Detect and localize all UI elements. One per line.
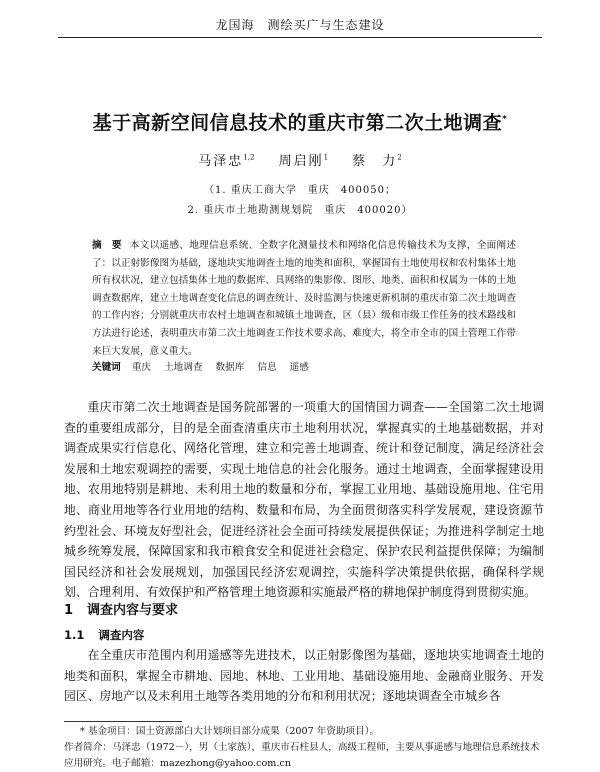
subsection-title: 调查内容 xyxy=(98,628,145,642)
author-list xyxy=(0,150,600,169)
title-text: 基于高新空间信息技术的重庆市第二次土地调查 xyxy=(92,112,503,134)
keyword: 数据库 xyxy=(215,362,245,373)
author-name: 蔡 力 xyxy=(352,154,398,169)
footnotes xyxy=(64,724,544,772)
header-rule xyxy=(58,37,542,38)
section-1-1-paragraph: 在全重庆市范围内利用遥感等先进技术，以正射影像图为基础，逐地块实地调查土地的地类和面积，掌握全市耕地、园地、林地、工业用地、基础设施用地、金融商业服务、开发园区、房地产以及未利用土地等各类用地的分布和利用状况；逐地块调查全市城乡各 xyxy=(64,648,544,704)
keyword: 遥感 xyxy=(289,362,309,373)
affiliation-1: （1. 重庆工商大学 重庆 400050； xyxy=(204,185,396,196)
section-number: 1 xyxy=(64,603,74,618)
running-head: 龙国海 测绘买广与生态建设 xyxy=(215,18,385,32)
author-affil-sup: 1 xyxy=(323,153,329,162)
affiliation-2: 2. 重庆市土地勘测规划院 重庆 400020） xyxy=(187,205,413,216)
author-affil-sup: 2 xyxy=(397,153,402,162)
author-name: 马泽忠 xyxy=(198,154,244,169)
abstract xyxy=(92,237,516,360)
paper-title xyxy=(0,108,600,135)
author-affil-sup: 1,2 xyxy=(243,153,255,162)
keyword: 信息 xyxy=(257,362,277,373)
subsection-number: 1.1 xyxy=(64,628,85,642)
author-footnote: 作者简介：马泽忠（1972－），男（土家族），重庆市石柱县人，高级工程师，主要从事遥感与地理信息系统技术应用研究。电子邮箱：mazezhong@yahoo.com.cn xyxy=(64,742,540,769)
keyword: 重庆 xyxy=(131,362,152,373)
keywords-label: 关键词 xyxy=(92,362,121,373)
subsection-heading-1-1 xyxy=(64,627,144,643)
abstract-label: 摘 要 xyxy=(92,240,122,251)
section-heading-1 xyxy=(64,599,178,618)
keyword: 土地调查 xyxy=(164,362,203,373)
intro-paragraph: 重庆市第二次土地调查是国务院部署的一项重大的国情国力调查——全国第二次土地调查的重要组成部分，目的是全面查清重庆市土地利用状况，掌握真实的土地基础数据，并对调查成果实行信息化、网络化管理，建立和完善土地调查、统计和登记制度，满足经济社会发展和土地宏观调控的需要，实现土地信息的社会化服务。通过土地调查，全面掌握建设用地、农用地特别是耕地、未利用土地的数量和分布，掌握工业用地、基础设施用地、住宅用地、商业用地等各行业用地的结构、数量和布局，为全面贯彻落实科学发展观，建设资源节约型社会、环境友好型社会，促进经济社会全面可持续发展提供保证；为推进科学制定土地城乡统筹发展，保障国家和我市粮食安全和促进社会稳定、保护农民利益提供保障；为编制国民经济和社会发展规划，加强国民经济宏观调控，实施科学决策提供依据，确保科学规划、合理利用、有效保护和严格管理土地资源和实施最严格的耕地保护制度得到贯彻实施。 xyxy=(64,400,544,600)
section-title: 调查内容与要求 xyxy=(87,603,179,618)
fund-footnote: * 基金项目：国土资源部白大计划项目部分成果（2007 年资助项目）。 xyxy=(80,726,380,737)
footnote-rule xyxy=(64,721,182,722)
author-name: 周启刚 xyxy=(278,154,324,169)
title-footnote-mark: * xyxy=(502,114,508,125)
abstract-text: 本文以遥感、地理信息系统、全数字化测量技术和网络化信息传输技术为支撑，全面阐述了：以正射影像图为基础，逐地块实地调查土地的地类和面积，掌握国有土地使用权和农村集体土地所有权状况，建立包括集体土地的数据库、具网络的集影像、图形、地类、面积和权属为一体的土地调查数据库，建立土地调查变化信息的调查统计、及时监测与快速更新机制的重庆市第二次土地调查的工作内容；分别就重庆市农村土地调查和城镇土地调查，区（县）级和市级工作任务的技术路线和方法进行论述，表明重庆市第二次土地调查工作技术要求高、难度大，将全市全市的国土管理工作带来巨大发展，意义重大。 xyxy=(92,240,517,357)
keywords xyxy=(92,360,516,376)
